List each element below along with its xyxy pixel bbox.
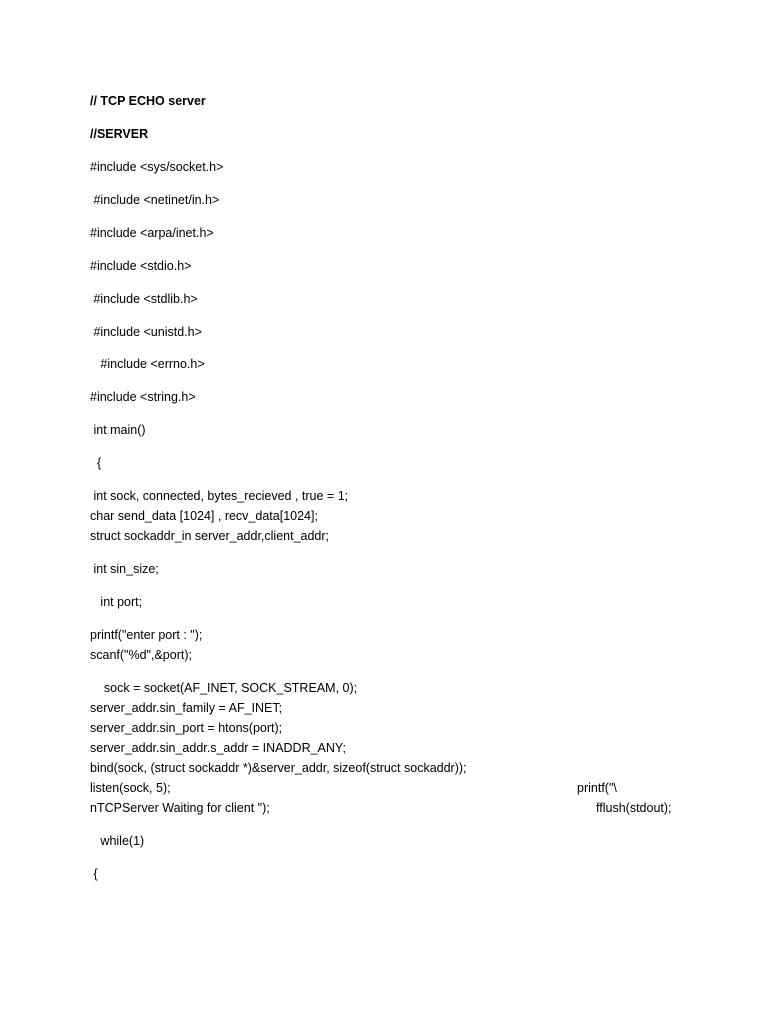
code-line-decl: int sock, connected, bytes_recieved , true = 1;: [90, 489, 349, 503]
code-line-include: #include <string.h>: [90, 390, 196, 404]
code-line-decl: int port;: [90, 595, 143, 609]
code-heading: // TCP ECHO server: [90, 94, 206, 108]
code-subheading: //SERVER: [90, 127, 149, 141]
code-line-include: #include <errno.h>: [90, 357, 205, 371]
code-line-bind: bind(sock, (struct sockaddr *)&server_addr, sizeof(struct sockaddr));: [90, 761, 467, 775]
code-line-decl: char send_data [1024] , recv_data[1024];: [90, 509, 318, 523]
code-line-main: int main(): [90, 423, 146, 437]
code-line-scanf: scanf("%d",&port);: [90, 648, 192, 662]
code-line-fflush: fflush(stdout);: [596, 801, 672, 815]
code-line-decl: struct sockaddr_in server_addr,client_addr;: [90, 529, 330, 543]
code-line-include: #include <sys/socket.h>: [90, 160, 224, 174]
code-line-assign: server_addr.sin_addr.s_addr = INADDR_ANY;: [90, 741, 346, 755]
code-line-include: #include <arpa/inet.h>: [90, 226, 214, 240]
code-line-printf-end: nTCPServer Waiting for client ");: [90, 801, 270, 815]
code-line-include: #include <unistd.h>: [90, 325, 202, 339]
code-line-printf-start: printf("\: [577, 781, 617, 795]
code-line-include: #include <stdlib.h>: [90, 292, 198, 306]
code-line-include: #include <netinet/in.h>: [90, 193, 220, 207]
code-line-printf: printf("enter port : ");: [90, 628, 203, 642]
code-line-while: while(1): [90, 834, 145, 848]
code-line-include: #include <stdio.h>: [90, 259, 192, 273]
code-line-listen: listen(sock, 5);: [90, 781, 171, 795]
code-line-brace: {: [90, 456, 102, 470]
code-line-brace: {: [90, 867, 98, 881]
code-line-assign: server_addr.sin_port = htons(port);: [90, 721, 283, 735]
code-line-socket: sock = socket(AF_INET, SOCK_STREAM, 0);: [90, 681, 358, 695]
code-line-assign: server_addr.sin_family = AF_INET;: [90, 701, 283, 715]
code-line-decl: int sin_size;: [90, 562, 159, 576]
